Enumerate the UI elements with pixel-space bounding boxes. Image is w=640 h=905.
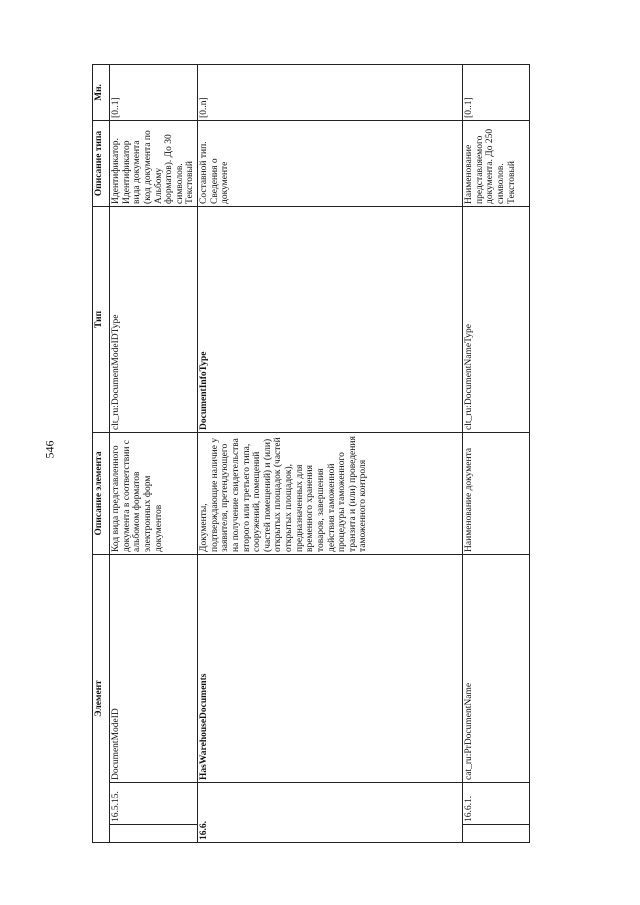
row-number: 16.6.1. xyxy=(463,783,530,825)
multiplicity: [0..n] xyxy=(198,64,463,120)
table-header-row xyxy=(93,64,110,842)
table-row xyxy=(110,64,198,842)
type-name: DocumentInfoType xyxy=(198,206,463,432)
header-type: Тип xyxy=(93,206,110,432)
element-name: HasWarehouseDocuments xyxy=(198,554,463,782)
element-description: Документы, подтверждающие наличие у заявителя, претендующего на получение свидетельства второго или третьего типа, сооружений, помещений (частей помещений) и (или) открытых площадок (частей открытых площадок), предназначенных для временного хранения товаров, завершения действия таможенной процедуры таможенного транзита и (или) проведения таможенного контроля xyxy=(198,432,463,554)
header-element-desc: Описание элемента xyxy=(93,432,110,554)
table-row xyxy=(463,64,530,842)
elements-table xyxy=(92,64,530,843)
table-row xyxy=(198,64,463,842)
type-description: Составной тип. Сведения о документе xyxy=(198,120,463,206)
row-number: 16.5.15. xyxy=(110,783,198,825)
header-type-desc: Описание типа xyxy=(93,120,110,206)
indent-cell xyxy=(110,825,198,843)
indent-cell xyxy=(463,825,530,843)
rotated-table-wrapper xyxy=(92,65,518,843)
element-description: Код вида представленного документа в соответствии с альбомом форматов электронных форм документов xyxy=(110,432,198,554)
type-description: Наименование представляемого документа. До 250 символов. Текстовый xyxy=(463,120,530,206)
element-name: cat_ru:PrDocumentName xyxy=(463,554,530,782)
multiplicity: [0..1] xyxy=(110,64,198,120)
page-number: 546 xyxy=(42,440,57,459)
header-mult: Мн. xyxy=(93,64,110,120)
element-name: DocumentModeID xyxy=(110,554,198,782)
type-name: clt_ru:DocumentNameType xyxy=(463,206,530,432)
row-number: 16.6. xyxy=(198,783,463,843)
header-element: Элемент xyxy=(93,554,110,842)
type-name: clt_ru:DocumentModeIDType xyxy=(110,206,198,432)
type-description: Идентификатор. Идентификатор вида документа (код документа по Альбому форматов). До 30 символов. Текстовый xyxy=(110,120,198,206)
element-description: Наименование документа xyxy=(463,432,530,554)
multiplicity: [0..1] xyxy=(463,64,530,120)
